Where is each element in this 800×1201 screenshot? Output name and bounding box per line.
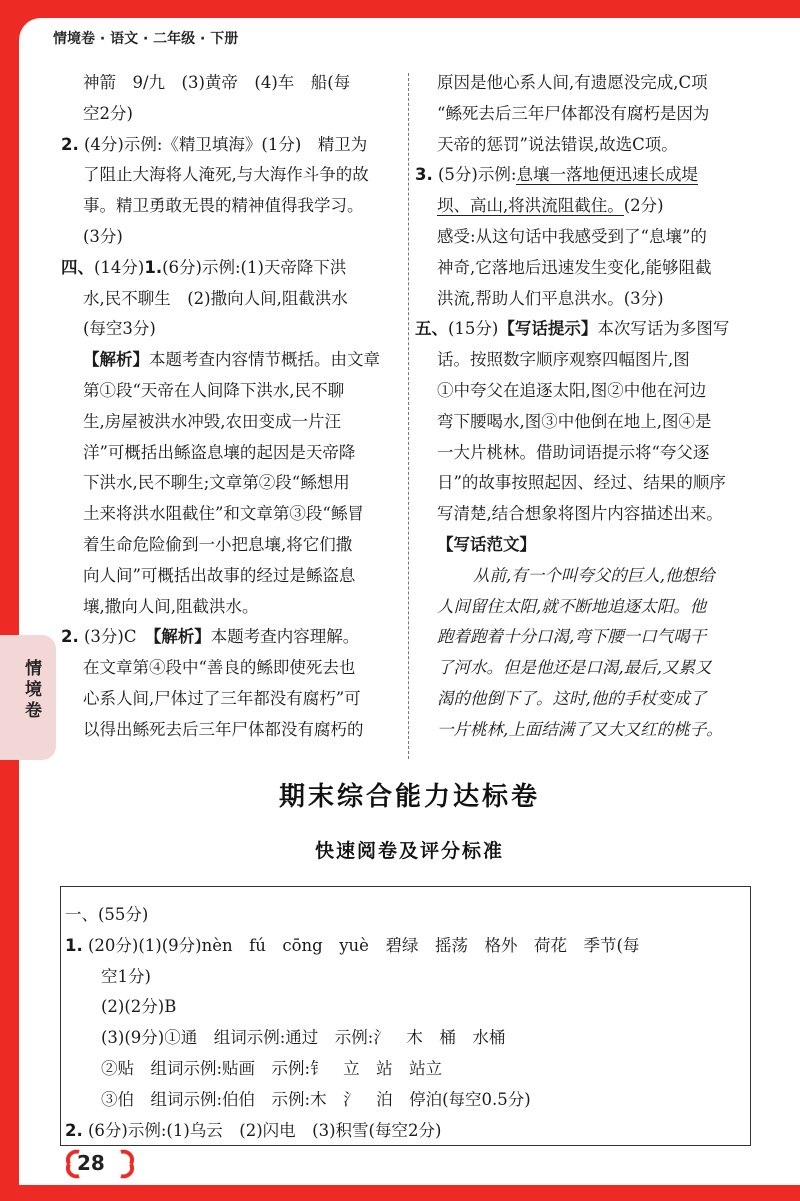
text-line: 神箭 9/九 (3)黄帝 (4)车 船(每 bbox=[83, 73, 351, 92]
text-line: 话。按照数字顺序观察四幅图片,图 bbox=[437, 350, 690, 370]
header-title: 情境卷 · 语文 · 二年级 · 下册 bbox=[53, 31, 239, 47]
text-line: 水,民不聊生 (2)撒向人间,阻截洪水 bbox=[83, 288, 348, 308]
text-line: ①中夸父在追逐太阳,图②中他在河边 bbox=[437, 380, 707, 400]
text-line: (每空3分) bbox=[83, 319, 156, 339]
text-line: 心系人间,尸体过了三年都没有腐朽”可 bbox=[83, 688, 361, 708]
text-line: 写清楚,结合想象将图片内容描述出来。 bbox=[437, 504, 723, 524]
text-line: 空2分) bbox=[83, 103, 133, 123]
section-title: 期末综合能力达标卷 bbox=[278, 782, 540, 812]
text-line: (6分)示例:(1)乌云 (2)闪电 (3)积雪(每空2分) bbox=[88, 1120, 442, 1140]
text-line: 神奇,它落地后迅速发生变化,能够阻截 bbox=[437, 257, 712, 277]
sample-text-line: 一片桃林,上面结满了又大又红的桃子。 bbox=[437, 719, 723, 739]
analysis-label: 【解析】 bbox=[153, 627, 211, 647]
text-line: (3分)C bbox=[84, 627, 153, 647]
text-line: (3分) bbox=[83, 226, 123, 246]
text-line: 向人间”可概括出故事的经过是鲧盗息 bbox=[83, 565, 356, 585]
text-line: “鲧死去后三年尸体都没有腐朽是因为 bbox=[437, 103, 710, 123]
badge-right-swoosh bbox=[121, 1152, 132, 1177]
question-number: 2. bbox=[61, 627, 79, 647]
text-line: (6分)示例:(1)天帝降下洪 bbox=[162, 257, 347, 277]
text-line: 感受:从这句话中我感受到了“息壤”的 bbox=[437, 226, 707, 246]
text-line: 本题考查内容情节概括。由文章 bbox=[149, 350, 380, 370]
text-line: 本题考查内容理解。 bbox=[210, 627, 360, 647]
sample-text-line: 从前,有一个叫夸父的巨人,他想给 bbox=[473, 565, 715, 585]
question-number: 2. bbox=[61, 134, 79, 154]
text-line: 着生命危险偷到一小把息壤,将它们撒 bbox=[83, 534, 353, 554]
text-line: 以得出鲧死去后三年尸体都没有腐朽的 bbox=[83, 719, 364, 739]
text-line: (5分)示例: bbox=[438, 165, 517, 185]
side-tab-label: 情境卷 bbox=[25, 659, 42, 721]
text-line: 空1分) bbox=[101, 966, 151, 986]
text-line: 在文章第④段中“善良的鲧即使死去也 bbox=[83, 658, 356, 678]
right-column bbox=[415, 68, 777, 746]
question-number: 1. bbox=[144, 257, 163, 277]
left-column bbox=[61, 68, 411, 746]
section-score: (15分) bbox=[448, 319, 499, 339]
text-line: 第①段“天帝在人间降下洪水,民不聊 bbox=[83, 380, 345, 400]
question-number: 3. bbox=[415, 165, 433, 185]
text-line: 土来将洪水阻截住”和文章第③段“鲧冒 bbox=[83, 504, 364, 524]
sample-text-line: 人间留住太阳,就不断地追逐太阳。他 bbox=[437, 596, 707, 616]
text-line: 一大片桃林。借助词语提示将“夸父逐 bbox=[437, 442, 710, 462]
section-score: (14分) bbox=[94, 257, 145, 277]
text-line: (4分)示例:《精卫填海》(1分) 精卫为 bbox=[84, 134, 368, 154]
section-subtitle: 快速阅卷及评分标准 bbox=[314, 840, 504, 862]
text-line: ②贴 组词示例:贴画 示例:钅 立 站 站立 bbox=[101, 1058, 443, 1078]
underlined-answer: 息壤一落地便迅速长成堤 bbox=[516, 165, 698, 185]
analysis-label: 【解析】 bbox=[83, 350, 149, 370]
hint-label: 【写话提示】 bbox=[498, 319, 598, 339]
text-line: 事。精卫勇敢无畏的精神值得我学习。 bbox=[83, 196, 364, 216]
text-line: (2)(2分)B bbox=[101, 997, 177, 1017]
text-line: 洪流,帮助人们平息洪水。(3分) bbox=[437, 288, 664, 308]
text-line: 下洪水,民不聊生;文章第②段“鲧想用 bbox=[83, 473, 350, 493]
sample-text-line: 渴的他倒下了。这时,他的手杖变成了 bbox=[437, 688, 707, 708]
text-line: ③伯 组词示例:伯伯 示例:木 氵 泊 停泊(每空0.5分) bbox=[101, 1089, 531, 1109]
sample-label: 【写话范文】 bbox=[437, 534, 536, 554]
page-number: 28 bbox=[77, 1151, 105, 1175]
text-line: 原因是他心系人间,有遗愿没完成,C项 bbox=[437, 73, 708, 92]
text-line: 天帝的惩罚”说法错误,故选C项。 bbox=[437, 134, 678, 154]
text-line: (3)(9分)①通 组词示例:通过 示例:氵 木 桶 水桶 bbox=[101, 1028, 506, 1048]
section-number: 五、 bbox=[415, 319, 448, 339]
text-line: 洋”可概括出鲧盗息壤的起因是天帝降 bbox=[83, 442, 356, 462]
question-number: 1. bbox=[65, 935, 83, 955]
text-line: 弯下腰喝水,图③中他倒在地上,图④是 bbox=[437, 411, 712, 431]
section-number: 四、 bbox=[61, 257, 94, 277]
underlined-answer: 坝、高山,将洪流阻截住。 bbox=[437, 196, 624, 216]
text-line: 壤,撒向人间,阻截洪水。 bbox=[83, 596, 259, 616]
page bbox=[19, 18, 800, 1185]
question-number: 2. bbox=[65, 1120, 83, 1140]
sample-text-line: 跑着跑着十分口渴,弯下腰一口气喝干 bbox=[437, 627, 707, 647]
text-line: 了阻止大海将人淹死,与大海作斗争的故 bbox=[83, 165, 369, 185]
text-line: 本次写话为多图写 bbox=[597, 319, 730, 339]
text-line: 生,房屋被洪水冲毁,农田变成一片汪 bbox=[83, 411, 341, 431]
text-line: (20分)(1)(9分)nèn fú cōng yuè 碧绿 摇荡 格外 荷花 季节(每 bbox=[88, 935, 640, 955]
answer-box-content bbox=[65, 900, 759, 1146]
sample-text-line: 了河水。但是他还是口渴,最后,又累又 bbox=[437, 658, 712, 678]
text-line: 一、(55分) bbox=[65, 905, 149, 924]
text-line: (2分) bbox=[623, 196, 664, 216]
text-line: 日”的故事按照起因、经过、结果的顺序 bbox=[437, 473, 726, 493]
